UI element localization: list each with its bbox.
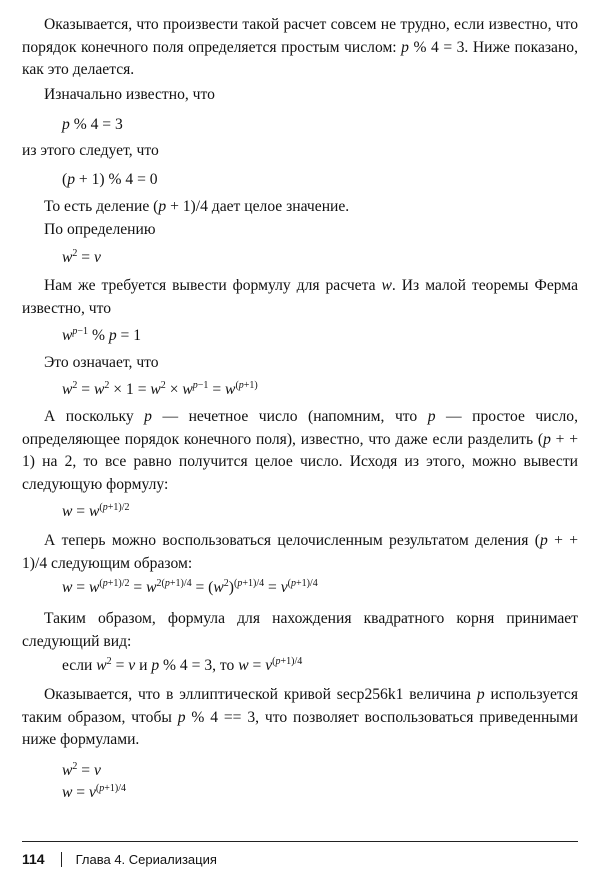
formula-p-mod-4: p % 4 = 3 [62,116,123,133]
page-footer [22,851,578,867]
formula-square-root-rule: если $w^2 = v$ и p % 4 = 3, то $w = v^{(p+1)/4}$ [62,656,303,674]
formula-fermat: $w^{p-1}$ % p = 1 [62,326,142,344]
formula-w-half: $w = w^{(p+1)/2}$ [62,502,130,520]
paragraph-integer-division: То есть деление (p + 1)/4 дает целое значение. [44,198,350,215]
formula-w-derivation: $w = w^{(p+1)/2} = w^{2(p+1)/4} = (w^2)^{(p+1)/4} = v^{(p+1)/4}$ [62,578,318,596]
paragraph-integer-result: А теперь можно воспользоваться целочисленным результатом деления (p + + 1)/4 следующим образом: [22,532,578,572]
footer-separator [61,852,62,867]
paragraph-this-means: Это означает, что [44,354,159,371]
paragraph-secp256k1: Оказывается, что в эллиптической кривой secp256k1 величина p используется таким образом, чтобы p % 4 == 3, что позволяет воспользоваться приведенными ниже формулами. [22,686,578,748]
paragraph-square-root: Таким образом, формула для нахождения квадратного корня принимает следующий вид: [22,610,578,650]
paragraph-it-follows: из этого следует, что [22,142,159,159]
formula-final-w-squared: $w^2 = v$ [62,761,101,779]
formula-w-squared-expansion: $w^2 = w^2 \times 1 = w^2 \times w^{p-1} = w^{(p+1)}$ [62,380,258,398]
paragraph-intro: Оказывается, что произвести такой расчет совсем не трудно, если известно, что порядок конечного поля определяется простым числом: p % 4 = 3. Ниже показано, как это делается. [22,16,578,78]
footer-rule [22,841,578,842]
formula-w-squared: $w^2 = v$ [62,248,101,266]
formula-p-plus-1-mod-4: (p + 1) % 4 = 0 [62,171,158,188]
paragraph-odd-number: А поскольку p — нечетное число (напомним, что p — простое число, определяющее порядок конечного поля), известно, что даже если разделить (p + + 1) на 2, то все равно получится целое число. Исходя из этого, можно вывести следующую формулу: [22,408,578,493]
chapter-title: Глава 4. Сериализация [75,852,217,867]
formula-final-w: $w = v^{(p+1)/4}$ [62,783,127,801]
paragraph-by-definition: По определению [44,221,156,238]
paragraph-fermat: Нам же требуется вывести формулу для расчета w. Из малой теоремы Ферма известно, что [22,277,578,317]
page-number: 114 [22,851,45,867]
paragraph-initially-known: Изначально известно, что [44,86,215,103]
